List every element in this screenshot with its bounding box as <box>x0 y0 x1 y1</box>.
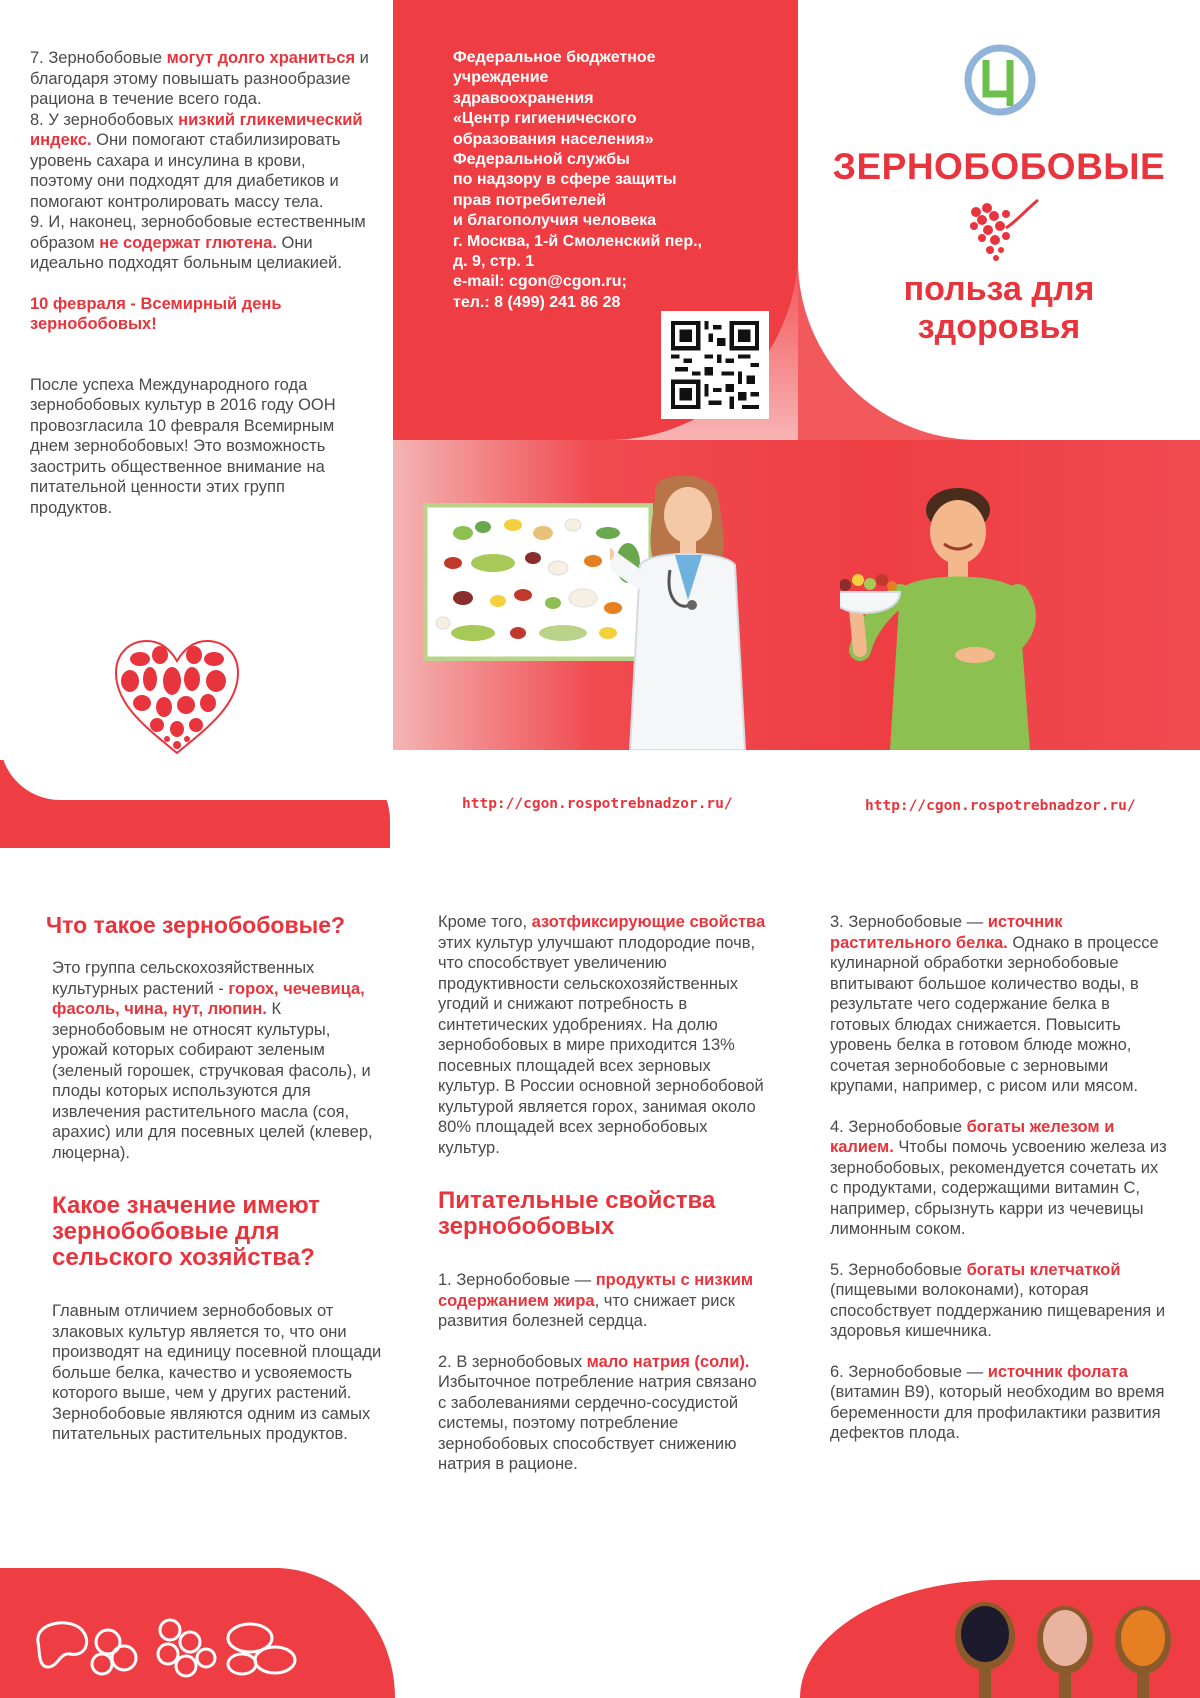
column-nutrition <box>438 912 768 1475</box>
agriculture-text: Главным отличием зернобобовых от злаковых культур является то, что они производят на единицу посевной площади больше белка, качество и усвояемость которого выше, чем у других растений. Зернобобовые являются одним из самых питательных растительных продуктов. <box>52 1302 382 1443</box>
fact-8: 8. У зернобобовых низкий гликемический индекс. Они помогают стабилизировать уровень сахара и инсулина в крови, поэтому они подходят для диабетиков и помогают контролировать массу тела. <box>30 110 363 211</box>
cover-subtitle: польза для здоровья <box>903 270 1095 346</box>
cgon-logo-icon <box>964 44 1036 116</box>
world-day-text: После успеха Международного года зернобобовых культур в 2016 году ООН провозгласила 10 февраля Всемирным днем зернобобовых! Это возможность заострить общественное внимание на питательной ценности этих групп продуктов. <box>30 375 336 517</box>
website-link-middle[interactable]: http://cgon.rospotrebnadzor.ru/ <box>462 796 733 812</box>
phone: тел.: 8 (499) 241 86 28 <box>453 293 621 311</box>
cover-title: ЗЕРНОБОБОВЫЕ <box>832 146 1166 187</box>
spoons-with-legumes-icon <box>945 1600 1175 1698</box>
nutrition-2: 2. В зернобобовых мало натрия (соли). Избыточное потребление натрия связано с заболеваниями сердечно-сосудистой системы, поэтому потребление зернобобовых способствует снижению натрия в рационе. <box>438 1352 757 1473</box>
world-pulses-day: 10 февраля - Всемирный день зернобобовых! <box>30 294 282 333</box>
heading-what-are-pulses: Что такое зернобобовые? <box>46 912 346 938</box>
bean-outline-icons <box>30 1612 300 1682</box>
column-nutrition-continued <box>830 912 1170 1444</box>
qr-code-icon <box>671 321 759 409</box>
beans-heart-icon <box>112 637 242 755</box>
email[interactable]: e-mail: cgon@cgon.ru; <box>453 273 627 291</box>
heading-agriculture: Какое значение имеют зернобобовые для сельского хозяйства? <box>52 1192 320 1271</box>
doctor-illustration <box>610 470 760 750</box>
what-text: Это группа сельскохозяйственных культурных растений - горох, чечевица, фасоль, чина, нут, люпин. К зернобобовым не относят культуры, урожай которых собирают зеленым (зеленый горошек, стручковая фасоль), и плоды которых используются для извлечения растительного масла (соя, арахис) или для посевных целей (клевер, люцерна). <box>52 959 373 1162</box>
website-link-cover[interactable]: http://cgon.rospotrebnadzor.ru/ <box>865 798 1136 814</box>
nitrogen-text: Кроме того, азотфиксирующие свойства этих культур улучшают плодородие почв, что способствует увеличению продуктивности сельскохозяйственных угодий и снижают потребность в синтетических удобрениях. На долю зернобобовых в мире приходится 13% посевных площадей всех зерновых культур. В России основной зернобобовой культурой является горох, занимая около 80% площадей всех зернобобовых культур. <box>438 913 766 1157</box>
man-with-bowl-illustration <box>840 480 1060 750</box>
column-what-are-pulses <box>46 912 386 1445</box>
facts-panel <box>30 48 370 518</box>
qr-code[interactable] <box>661 311 769 419</box>
fact-9: 9. И, наконец, зернобобовые естественным образом не содержат глютена. Они идеально подходят больным целиакией. <box>30 213 366 272</box>
nutrition-4: 4. Зернобобовые богаты железом и калием. Чтобы помочь усвоению железа из зернобобовых, рекомендуется сочетать их с продуктами, содержащими витамин С, например, сбрызнуть карри из чечевицы лимонным соком. <box>830 1117 1167 1238</box>
beans-spoon-heart-icon <box>962 198 1042 264</box>
fact-7: 7. Зернобобовые могут долго храниться и благодаря этому повышать разнообразие рациона в течение всего года. <box>30 49 369 108</box>
heading-nutrition: Питательные свойства зернобобовых <box>438 1187 716 1240</box>
nutrition-5: 5. Зернобобовые богаты клетчаткой (пищевыми волоконами), которая способствует поддержанию пищеварения и здоровья кишечника. <box>830 1260 1166 1340</box>
nutrition-1: 1. Зернобобовые — продукты с низким содержанием жира, что снижает риск развития болезней сердца. <box>438 1271 754 1330</box>
organization-contacts: Федеральное бюджетное учреждение здравоохранения «Центр гигиенического образования населения» Федеральной службы по надзору в сфере защиты прав потребителей и благополучия человека г. Москва, 1-й Смоленский пер., д. 9, стр. 1 e-mail: cgon@cgon.ru; тел.: 8 (499) 241 86 28 <box>453 48 773 313</box>
nutrition-6: 6. Зернобобовые — источник фолата (витамин B9), который необходим во время беременности для профилактики развития дефектов плода. <box>830 1362 1165 1442</box>
nutrition-3: 3. Зернобобовые — источник растительного белка. Однако в процессе кулинарной обработки зернобобовые впитывают большое количество воды, в результате чего содержание белка в готовых блюдах снижается. Повысить уровень белка в готовом блюде можно, сочетая зернобобовые с зерновыми крупами, например, с рисом или мясом. <box>830 913 1159 1095</box>
